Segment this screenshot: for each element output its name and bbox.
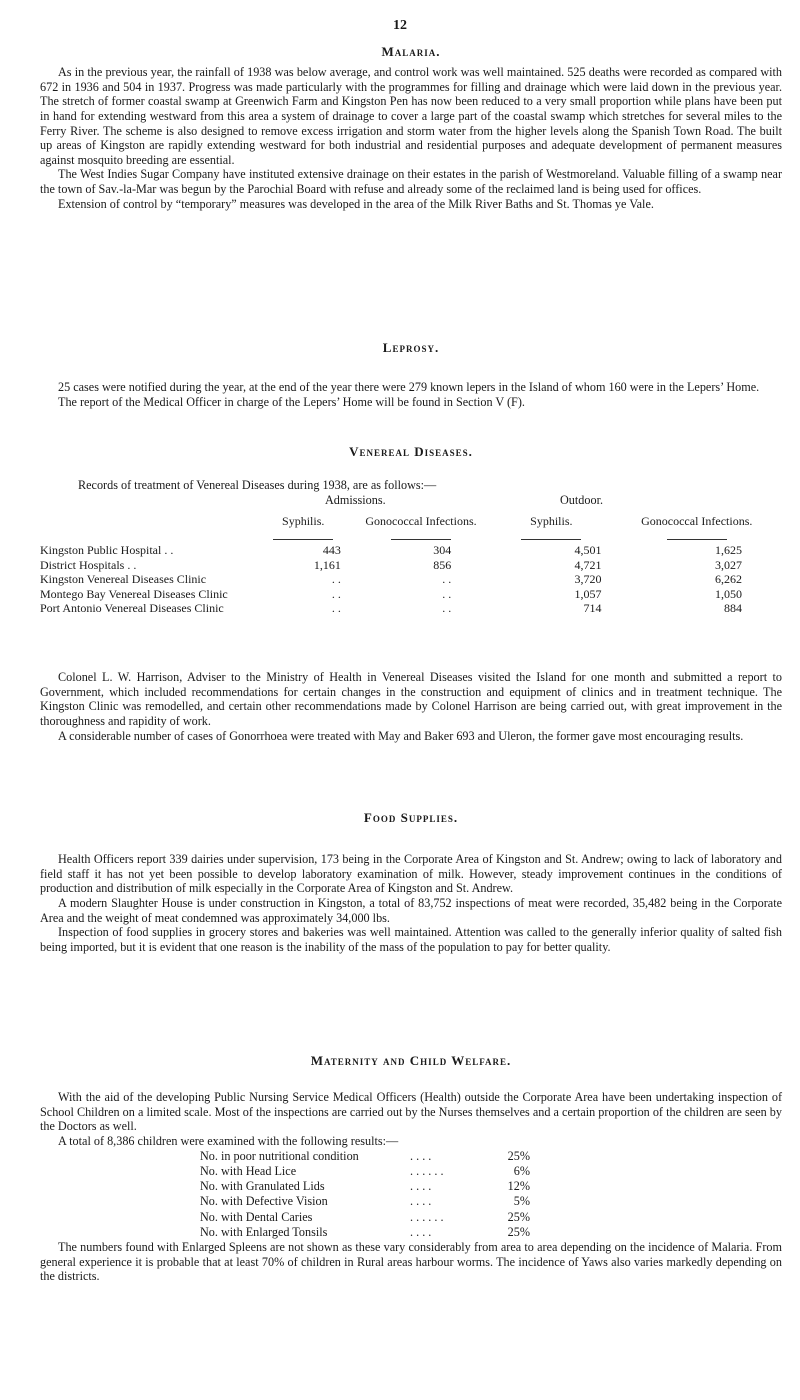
maternity-paragraph-1: With the aid of the developing Public Nursing Service Medical Officers (Health) outside the Corporate Area have been undertaking inspection of School Children on a limited scale. Most of the inspections are carried out by the Nurses themselves and a certain proportion of the children are seen by the Doctors as well.	[40, 1090, 782, 1134]
header-rule	[391, 539, 451, 540]
venereal-paragraph-1: Colonel L. W. Harrison, Adviser to the Ministry of Health in Venereal Diseases visited the Island for one month and submitted a report to Government, which included recommendations for certain changes in the construction and equipment of clinics and in treatment technique. The Kingston Clinic was remodelled, and certain other recommendations made by Colonel Harrison are being carried out, with great improvement in the thoroughness and rapidity of work.	[40, 670, 782, 728]
table-cell: . .	[331, 572, 341, 587]
table-cell: 6,262	[715, 572, 742, 587]
malaria-heading: Malaria.	[381, 44, 441, 59]
result-leader: . . . .	[410, 1194, 432, 1209]
food-body	[40, 852, 782, 954]
list-item	[200, 1210, 530, 1225]
outdoor-label: Outdoor.	[560, 493, 603, 507]
column-header: Syphilis.	[282, 514, 325, 528]
table-cell: 1,057	[574, 586, 602, 601]
malaria-paragraph-1: As in the previous year, the rainfall of 1938 was below average, and control work was well maintained. 525 deaths were recorded as compared with 672 in 1936 and 504 in 1937. Progress was made particularly with the programmes for filling and drainage which were laid down in the previous year. The stretch of former coastal swamp at Greenwich Farm and Kingston Pen has now been reduced to a very small proportion while plans have been put in hand for extending westward from this area a system of drainage to cover a large part of the coastal swamp which stretches for several miles to the Ferry River. The scheme is also designed to remove excess irrigation and storm water from the higher levels along the Spanish Town Road. The built up areas of Kingston are rapidly extending westward for both industrial and residential purposes and adequate development of permanent measures against mosquito breeding are essential.	[40, 65, 782, 167]
table-cell: . .	[442, 600, 452, 615]
maternity-paragraph-3: The numbers found with Enlarged Spleens are not shown as these vary considerably from area to area depending on the incidence of Malaria. From general experience it is probable that at least 70% of children in Rural areas harbour worms. The incidence of Yaws also varies markedly depending on the districts.	[40, 1240, 782, 1284]
list-item	[200, 1149, 530, 1164]
result-label: No. in poor nutritional condition	[200, 1148, 359, 1163]
column-header: Syphilis.	[530, 514, 573, 528]
results-list	[200, 1149, 530, 1241]
table-row	[40, 543, 782, 557]
malaria-body	[40, 65, 782, 211]
column-header: Gonococcal Infections.	[365, 514, 477, 528]
venereal-body	[40, 670, 782, 743]
food-section	[40, 810, 782, 826]
result-percent: 25%	[507, 1148, 530, 1163]
table-cell: . .	[442, 586, 452, 601]
maternity-section	[40, 1053, 782, 1069]
result-leader: . . . .	[410, 1179, 432, 1194]
list-item	[200, 1225, 530, 1240]
maternity-heading: Maternity and Child Welfare.	[310, 1053, 512, 1068]
leprosy-paragraph-2: The report of the Medical Officer in charge of the Lepers’ Home will be found in Section V (F).	[58, 394, 525, 409]
leprosy-paragraph-1: 25 cases were notified during the year, at the end of the year there were 279 known lepers in the Island of whom 160 were in the Lepers’ Home.	[58, 380, 760, 394]
result-label: No. with Defective Vision	[200, 1194, 328, 1209]
table-cell: 1,050	[715, 586, 742, 601]
table-cell: 4,501	[574, 543, 602, 558]
table-cell: . .	[331, 586, 341, 601]
result-label: No. with Enlarged Tonsils	[200, 1224, 328, 1239]
result-leader: . . . . . .	[410, 1163, 444, 1178]
venereal-intro: Records of treatment of Venereal Diseases during 1938, are as follows:—	[78, 478, 437, 492]
table-cell: 443	[322, 543, 341, 558]
column-header: Gonococcal Infections.	[641, 514, 753, 528]
venereal-paragraph-2: A considerable number of cases of Gonorrhoea were treated with May and Baker 693 and Uleron, the former gave most encouraging results.	[58, 728, 744, 743]
table-header-row	[40, 514, 782, 529]
table-cell: 856	[433, 557, 452, 572]
venereal-table	[40, 514, 782, 615]
row-label: Montego Bay Venereal Diseases Clinic	[40, 586, 228, 601]
header-rule	[521, 539, 581, 540]
leprosy-body	[40, 380, 782, 409]
result-percent: 25%	[507, 1209, 530, 1224]
row-leader: . .	[164, 543, 174, 558]
header-rule	[273, 539, 333, 540]
malaria-paragraph-3: Extension of control by “temporary” measures was developed in the area of the Milk River Baths and St. Thomas ye Vale.	[58, 196, 654, 211]
row-label: Kingston Venereal Diseases Clinic	[40, 572, 207, 587]
row-label: Kingston Public Hospital	[40, 543, 162, 558]
result-leader: . . . . . .	[410, 1209, 444, 1224]
venereal-heading: Venereal Diseases.	[349, 444, 473, 459]
leprosy-section	[40, 340, 782, 356]
result-percent: 6%	[513, 1163, 530, 1178]
table-cell: 3,027	[715, 557, 742, 572]
table-cell: 884	[724, 600, 742, 615]
result-label: No. with Granulated Lids	[200, 1179, 325, 1194]
header-rule	[667, 539, 727, 540]
page-number: 12	[393, 18, 407, 33]
result-label: No. with Dental Caries	[200, 1209, 313, 1224]
malaria-section	[40, 44, 782, 60]
row-label: District Hospitals	[40, 557, 125, 572]
header-rule-row	[40, 529, 782, 543]
venereal-section	[40, 444, 782, 460]
venereal-table-block	[40, 514, 782, 615]
table-cell: 4,721	[574, 557, 602, 572]
result-leader: . . . .	[410, 1224, 432, 1239]
table-row	[40, 587, 782, 601]
list-item	[200, 1194, 530, 1209]
table-cell: 1,161	[313, 557, 341, 572]
result-percent: 5%	[513, 1194, 530, 1209]
result-percent: 25%	[507, 1224, 530, 1239]
leprosy-heading: Leprosy.	[382, 340, 440, 355]
table-cell: . .	[442, 572, 452, 587]
result-label: No. with Head Lice	[200, 1163, 297, 1178]
table-row	[40, 601, 782, 615]
list-item	[200, 1179, 530, 1194]
table-cell: 1,625	[715, 543, 742, 558]
result-leader: . . . .	[410, 1148, 432, 1163]
table-cell: 304	[433, 543, 452, 558]
admissions-label: Admissions.	[325, 493, 386, 507]
list-item	[200, 1164, 530, 1179]
table-cell: 3,720	[574, 572, 602, 587]
row-label: Port Antonio Venereal Diseases Clinic	[40, 600, 224, 615]
food-paragraph-1: Health Officers report 339 dairies under supervision, 173 being in the Corporate Area of Kingston and St. Andrew; owing to lack of laboratory and field staff it has not yet been possible to develop laboratory examination of milk. However, steady improvement continues in the conditions of production and distribution of milk especially in the Corporate Area of Kingston and St. Andrew.	[40, 852, 782, 896]
food-paragraph-3: Inspection of food supplies in grocery stores and bakeries was well maintained. Attention was called to the generally inferior quality of salted fish being imported, but it is evident that one reason is the inability of the mass of the population to pay for better quality.	[40, 925, 782, 954]
row-leader: . .	[127, 557, 137, 572]
maternity-body	[40, 1090, 782, 1284]
table-cell: . .	[331, 600, 341, 615]
food-paragraph-2: A modern Slaughter House is under construction in Kingston, a total of 83,752 inspections of meat were recorded, 35,482 being in the Corporate Area and the weight of meat condemned was approximately 34,000 lbs.	[40, 895, 782, 925]
maternity-paragraph-2: A total of 8,386 children were examined with the following results:—	[58, 1133, 399, 1148]
malaria-paragraph-2: The West Indies Sugar Company have instituted extensive drainage on their estates in the parish of Westmoreland. Valuable filling of a swamp near the town of Sav.-la-Mar was begun by the Parochial Board with refuse and already some of the reclaimed land is being used for offices.	[40, 167, 782, 197]
food-heading: Food Supplies.	[363, 810, 459, 825]
result-percent: 12%	[507, 1179, 530, 1194]
venereal-intro-block	[60, 478, 782, 493]
table-row	[40, 572, 782, 586]
table-row	[40, 558, 782, 572]
table-cell: 714	[583, 600, 602, 615]
